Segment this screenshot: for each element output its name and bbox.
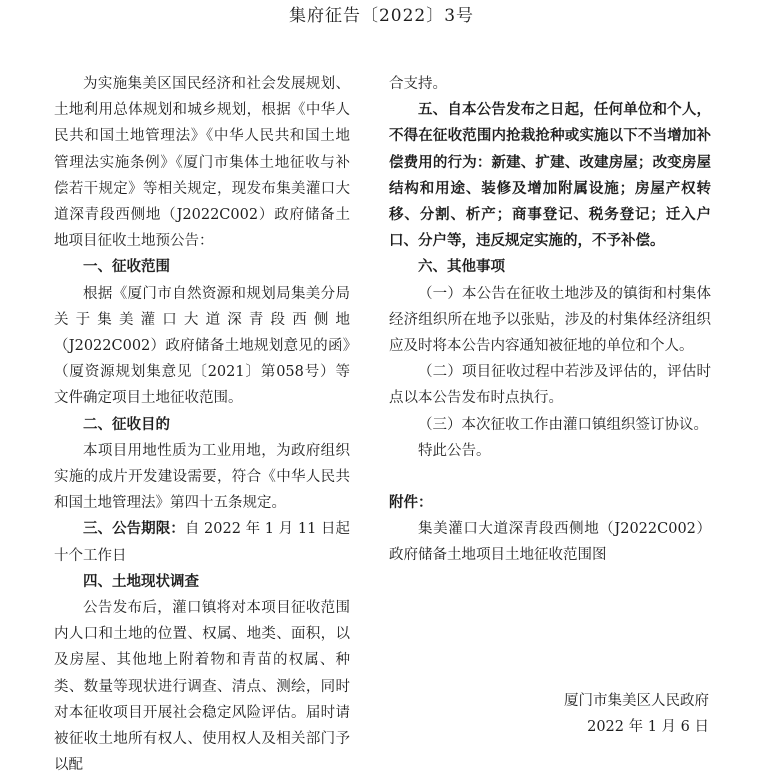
section-3-title: 三、公告期限： [83, 520, 185, 538]
signature-date: 2022 年 1 月 6 日 [587, 719, 709, 735]
closing-text: 特此公告。 [418, 442, 491, 459]
section-4-title: 四、土地现状调查 [83, 572, 199, 590]
section-2-title: 二、征收目的 [83, 415, 170, 433]
section-3 [54, 516, 350, 568]
signature-org: 厦门市集美区人民政府 [564, 693, 709, 709]
section-6-title: 六、其他事项 [418, 258, 505, 276]
attachment-label: 附件： [389, 494, 433, 512]
section-1-body: 根据《厦门市自然资源和规划局集美分局关于集美灌口大道深青段西侧地（J2022C002）政府储备土地规划意见的函》（厦资源规划集意见〔2021〕第058号）等文件确定项目土地征收范围。 [54, 285, 350, 407]
continuation-text: 合支持。 [389, 76, 447, 92]
section-5-body: 五、自本公告发布之日起，任何单位和个人，不得在征收范围内抢栽抢种或实施以下不当增加补偿费用的行为：新建、扩建、改建房屋；改变房屋结构和用途、装修及增加附属设施；房屋产权转移、分割、析产；商事登记、税务登记；迁入户口、分户等，违反规定实施的，不予补偿。 [389, 101, 711, 250]
spacer [389, 464, 711, 490]
section-6-item-3: （三）本次征收工作由灌口镇组织签订协议。 [418, 416, 708, 433]
intro-paragraph: 为实施集美区国民经济和社会发展规划、土地利用总体规划和城乡规划，根据《中华人民共和国土地管理法》《中华人民共和国土地管理法实施条例》《厦门市集体土地征收与补偿若干规定》等相关规定，现发布集美灌口大道深青段西侧地（J2022C002）政府储备土地项目征收土地预公告： [54, 76, 350, 250]
section-6-item-2: （二）项目征收过程中若涉及评估的，评估时点以本公告发布时点执行。 [389, 364, 711, 407]
section-6-item-1: （一）本公告在征收土地涉及的镇街和村集体经济组织所在地予以张贴，涉及的村集体经济组织应及时将本公告内容通知被征地的单位和个人。 [389, 285, 711, 355]
left-column [54, 71, 350, 778]
doc-number: 集府征告〔2022〕3号 [288, 6, 475, 26]
attachment-body: 集美灌口大道深青段西侧地（J2022C002）政府储备土地项目土地征收范围图 [389, 521, 711, 564]
section-1-title: 一、征收范围 [83, 258, 170, 276]
section-2-body: 本项目用地性质为工业用地，为政府组织实施的成片开发建设需要，符合《中华人民共和国土地管理法》第四十五条规定。 [54, 442, 350, 512]
section-4-body: 公告发布后，灌口镇将对本项目征收范围内人口和土地的位置、权属、地类、面积，以及房屋、其他地上附着物和青苗的权属、种类、数量等现状进行调查、清点、测绘，同时对本征收项目开展社会稳定风险评估。届时请被征收土地所有权人、使用权人及相关部门予以配 [54, 600, 350, 774]
section-3-body: 自 2022 年 1 月 11 日起十个工作日 [54, 521, 351, 564]
right-column [389, 71, 711, 569]
